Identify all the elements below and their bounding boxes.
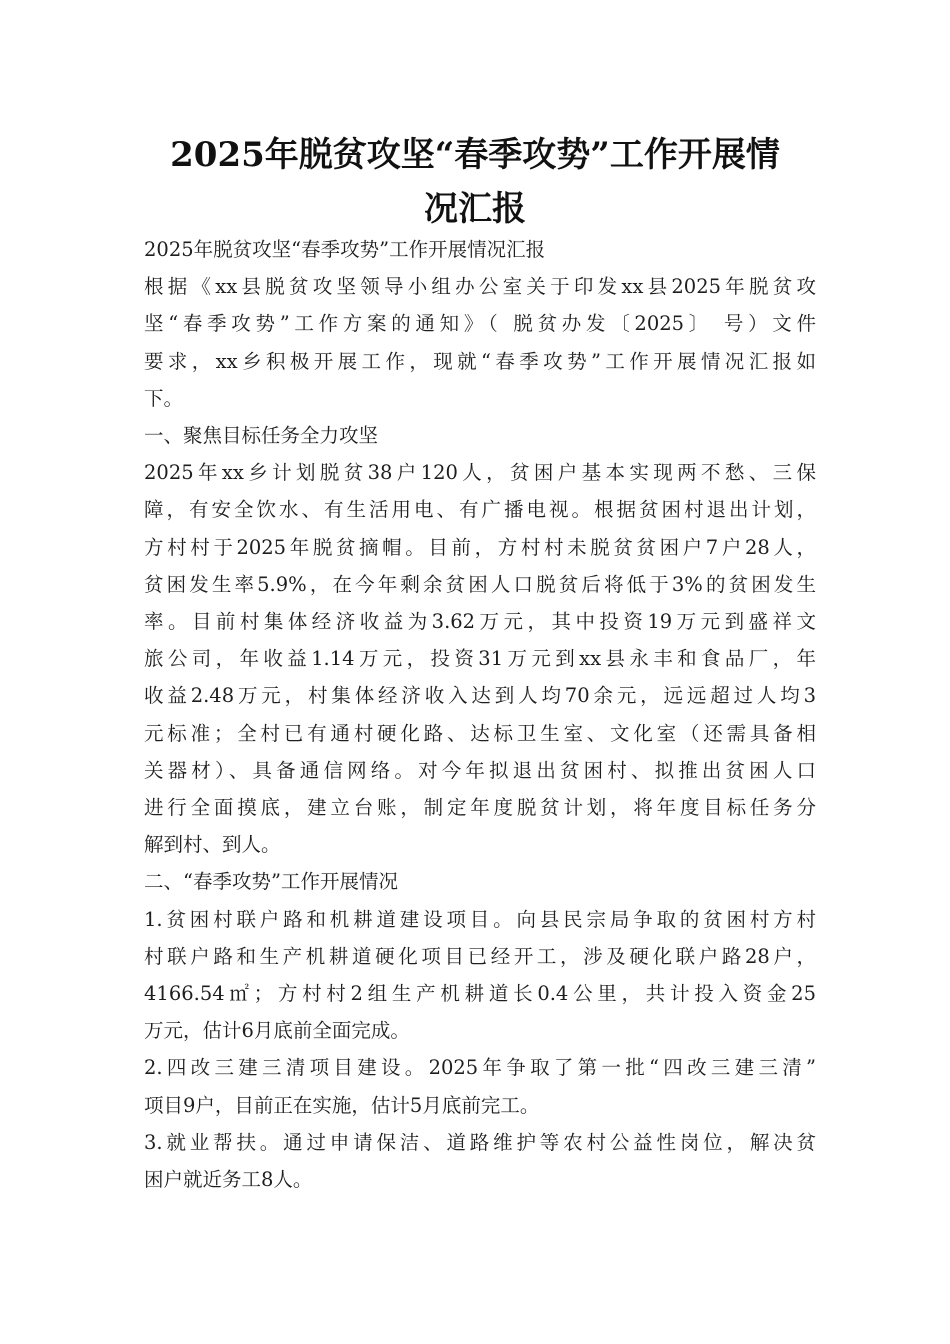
- text-line: 方村村于2025年脱贫摘帽。目前，方村村未脱贫贫困户7户28人，: [144, 535, 816, 559]
- text-line: 根据《xx县脱贫攻坚领导小组办公室关于印发xx县2025年脱贫攻: [144, 275, 816, 299]
- text-line: 2025年xx乡计划脱贫38户120人，贫困户基本实现两不愁、三保: [144, 461, 816, 485]
- text-line: 关器材）、具备通信网络。对今年拟退出贫困村、拟推出贫困人口: [144, 758, 816, 782]
- text-line: 困户就近务工8人。: [144, 1168, 313, 1192]
- text-line: 2025年脱贫攻坚“春季攻势”工作开展情况汇报: [144, 238, 546, 261]
- text-line: 进行全面摸底，建立台账，制定年度脱贫计划，将年度目标任务分: [144, 796, 816, 820]
- text-line: 元标准；全村已有通村硬化路、达标卫生室、文化室（还需具备相: [144, 721, 816, 745]
- text-line: 村联户路和生产机耕道硬化项目已经开工，涉及硬化联户路28户，: [144, 944, 816, 968]
- text-line: 解到村、到人。: [144, 833, 281, 857]
- document-body: [144, 231, 816, 1198]
- title-line-2: 况汇报: [424, 189, 526, 229]
- text-line: 一、聚焦目标任务全力攻坚: [144, 424, 379, 448]
- text-line: 收益2.48万元，村集体经济收入达到人均70余元，远远超过人均3: [144, 684, 816, 708]
- text-line: 障，有安全饮水、有生活用电、有广播电视。根据贫困村退出计划，: [144, 498, 816, 522]
- text-line: 旅公司，年收益1.14万元，投资31万元到xx县永丰和食品厂，年: [144, 647, 816, 671]
- text-line: 1.贫困村联户路和机耕道建设项目。向县民宗局争取的贫困村方村: [144, 907, 816, 931]
- title-line-1: 2025年脱贫攻坚“春季攻势”工作开展情: [170, 135, 780, 175]
- text-line: 万元，估计6月底前全面完成。: [144, 1019, 410, 1043]
- text-line: 项目9户，目前正在实施，估计5月底前完工。: [144, 1093, 540, 1117]
- text-line: 下。: [144, 386, 184, 410]
- text-line: 2.四改三建三清项目建设。2025年争取了第一批“四改三建三清”: [144, 1056, 816, 1080]
- text-line: 贫困发生率5.9%，在今年剩余贫困人口脱贫后将低于3%的贫困发生: [144, 572, 816, 596]
- document-title: [120, 128, 830, 236]
- text-line: 坚“春季攻势”工作方案的通知》（ 脱贫办发〔2025〕 号）文件: [144, 312, 816, 336]
- text-line: 要求，xx乡积极开展工作，现就“春季攻势”工作开展情况汇报如: [144, 349, 816, 373]
- text-line: 3.就业帮扶。通过申请保洁、道路维护等农村公益性岗位，解决贫: [144, 1130, 816, 1154]
- text-line: 二、“春季攻势”工作开展情况: [144, 870, 398, 894]
- text-line: 率。目前村集体经济收益为3.62万元，其中投资19万元到盛祥文: [144, 610, 816, 634]
- text-line: 4166.54㎡；方村村2组生产机耕道长0.4公里，共计投入资金25: [144, 982, 816, 1006]
